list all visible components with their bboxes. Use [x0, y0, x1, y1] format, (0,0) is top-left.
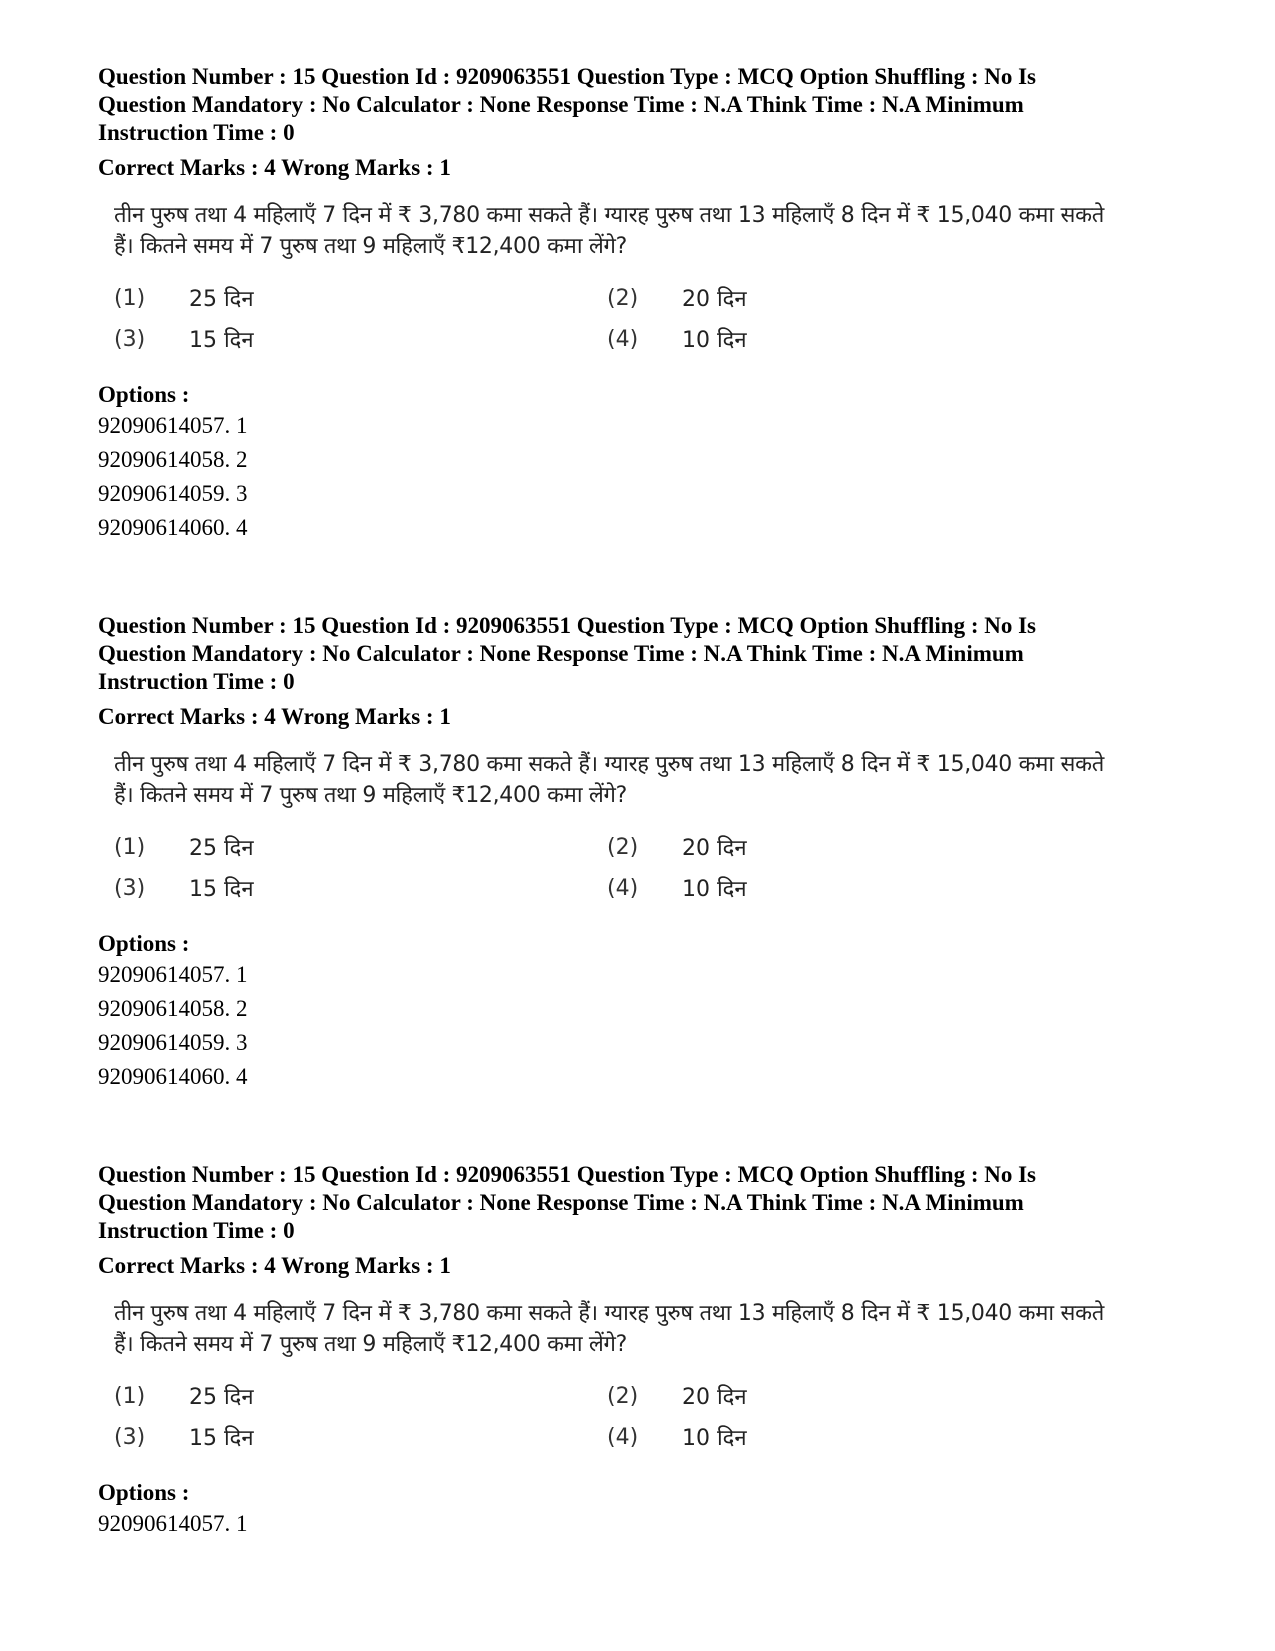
choice-3 [114, 872, 607, 904]
choice-4 [607, 872, 907, 904]
choices-grid [114, 831, 1188, 904]
choice-number: (1) [114, 834, 146, 860]
question-image [114, 1298, 1188, 1453]
question-text: तीन पुरुष तथा 4 महिलाएँ 7 दिन में ₹ 3,780 कमा सकते हैं। ग्यारह पुरुष तथा 13 महिलाएँ 8 दिन में ₹ 15,040 कमा सकते हैं। कितने समय में 7 पुरुष तथा 9 महिलाएँ ₹12,400 कमा लेंगे? [114, 752, 1104, 808]
option-id-line: 92090614057. 1 [98, 1511, 248, 1536]
choice-1 [114, 1380, 607, 1412]
question-text: तीन पुरुष तथा 4 महिलाएँ 7 दिन में ₹ 3,780 कमा सकते हैं। ग्यारह पुरुष तथा 13 महिलाएँ 8 दिन में ₹ 15,040 कमा सकते हैं। कितने समय में 7 पुरुष तथा 9 महिलाएँ ₹12,400 कमा लेंगे? [114, 203, 1104, 259]
choice-number: (4) [607, 1424, 639, 1450]
option-id-line: 92090614060. 4 [98, 1064, 248, 1089]
choice-text: 10 दिन [682, 877, 747, 902]
question-image [114, 749, 1188, 904]
choice-text: 20 दिन [682, 1385, 747, 1410]
choice-4 [607, 1421, 907, 1453]
question-meta-line: Question Mandatory : No Calculator : None Response Time : N.A Think Time : N.A Minimum [98, 641, 1024, 666]
choice-number: (4) [607, 875, 639, 901]
choice-2 [607, 1380, 907, 1412]
option-id-line: 92090614059. 3 [98, 1030, 248, 1055]
question-meta-line: Question Mandatory : No Calculator : None Response Time : N.A Think Time : N.A Minimum [98, 92, 1024, 117]
choice-2 [607, 282, 907, 314]
choice-text: 20 दिन [682, 836, 747, 861]
marks-line: Correct Marks : 4 Wrong Marks : 1 [98, 1253, 451, 1278]
option-id-line: 92090614058. 2 [98, 447, 248, 472]
choice-number: (2) [607, 285, 639, 311]
question-meta-line: Question Number : 15 Question Id : 9209063551 Question Type : MCQ Option Shuffling : No Is [98, 64, 1037, 89]
choice-text: 15 दिन [189, 1426, 254, 1451]
question-meta-line: Question Number : 15 Question Id : 9209063551 Question Type : MCQ Option Shuffling : No Is [98, 613, 1037, 638]
choice-2 [607, 831, 907, 863]
option-id-line: 92090614060. 4 [98, 515, 248, 540]
choice-1 [114, 831, 607, 863]
choices-grid [114, 1380, 1188, 1453]
choice-text: 10 दिन [682, 1426, 747, 1451]
choice-text: 20 दिन [682, 287, 747, 312]
choice-text: 15 दिन [189, 328, 254, 353]
marks-line: Correct Marks : 4 Wrong Marks : 1 [98, 155, 451, 180]
choice-number: (3) [114, 326, 146, 352]
choice-number: (3) [114, 1424, 146, 1450]
choice-number: (2) [607, 834, 639, 860]
choice-number: (3) [114, 875, 146, 901]
choice-number: (2) [607, 1383, 639, 1409]
question-text: तीन पुरुष तथा 4 महिलाएँ 7 दिन में ₹ 3,780 कमा सकते हैं। ग्यारह पुरुष तथा 13 महिलाएँ 8 दिन में ₹ 15,040 कमा सकते हैं। कितने समय में 7 पुरुष तथा 9 महिलाएँ ₹12,400 कमा लेंगे? [114, 1301, 1104, 1357]
choice-3 [114, 1421, 607, 1453]
options-label: Options : [98, 931, 190, 956]
choice-text: 10 दिन [682, 328, 747, 353]
option-id-line: 92090614057. 1 [98, 962, 248, 987]
question-image [114, 200, 1188, 355]
question-meta-line: Question Number : 15 Question Id : 9209063551 Question Type : MCQ Option Shuffling : No Is [98, 1162, 1037, 1187]
choice-text: 25 दिन [189, 836, 254, 861]
question-block-1 [98, 63, 1188, 545]
choice-number: (4) [607, 326, 639, 352]
question-meta-line: Instruction Time : 0 [98, 1218, 295, 1243]
choices-grid [114, 282, 1188, 355]
choice-number: (1) [114, 285, 146, 311]
option-id-line: 92090614059. 3 [98, 481, 248, 506]
question-block-3 [98, 1161, 1188, 1541]
choice-4 [607, 323, 907, 355]
choice-text: 15 दिन [189, 877, 254, 902]
choice-text: 25 दिन [189, 1385, 254, 1410]
choice-number: (1) [114, 1383, 146, 1409]
marks-line: Correct Marks : 4 Wrong Marks : 1 [98, 704, 451, 729]
choice-3 [114, 323, 607, 355]
options-label: Options : [98, 382, 190, 407]
option-id-line: 92090614058. 2 [98, 996, 248, 1021]
choice-text: 25 दिन [189, 287, 254, 312]
question-meta-line: Question Mandatory : No Calculator : None Response Time : N.A Think Time : N.A Minimum [98, 1190, 1024, 1215]
question-block-2 [98, 612, 1188, 1094]
option-id-line: 92090614057. 1 [98, 413, 248, 438]
question-meta-line: Instruction Time : 0 [98, 669, 295, 694]
options-label: Options : [98, 1480, 190, 1505]
choice-1 [114, 282, 607, 314]
question-meta-line: Instruction Time : 0 [98, 120, 295, 145]
